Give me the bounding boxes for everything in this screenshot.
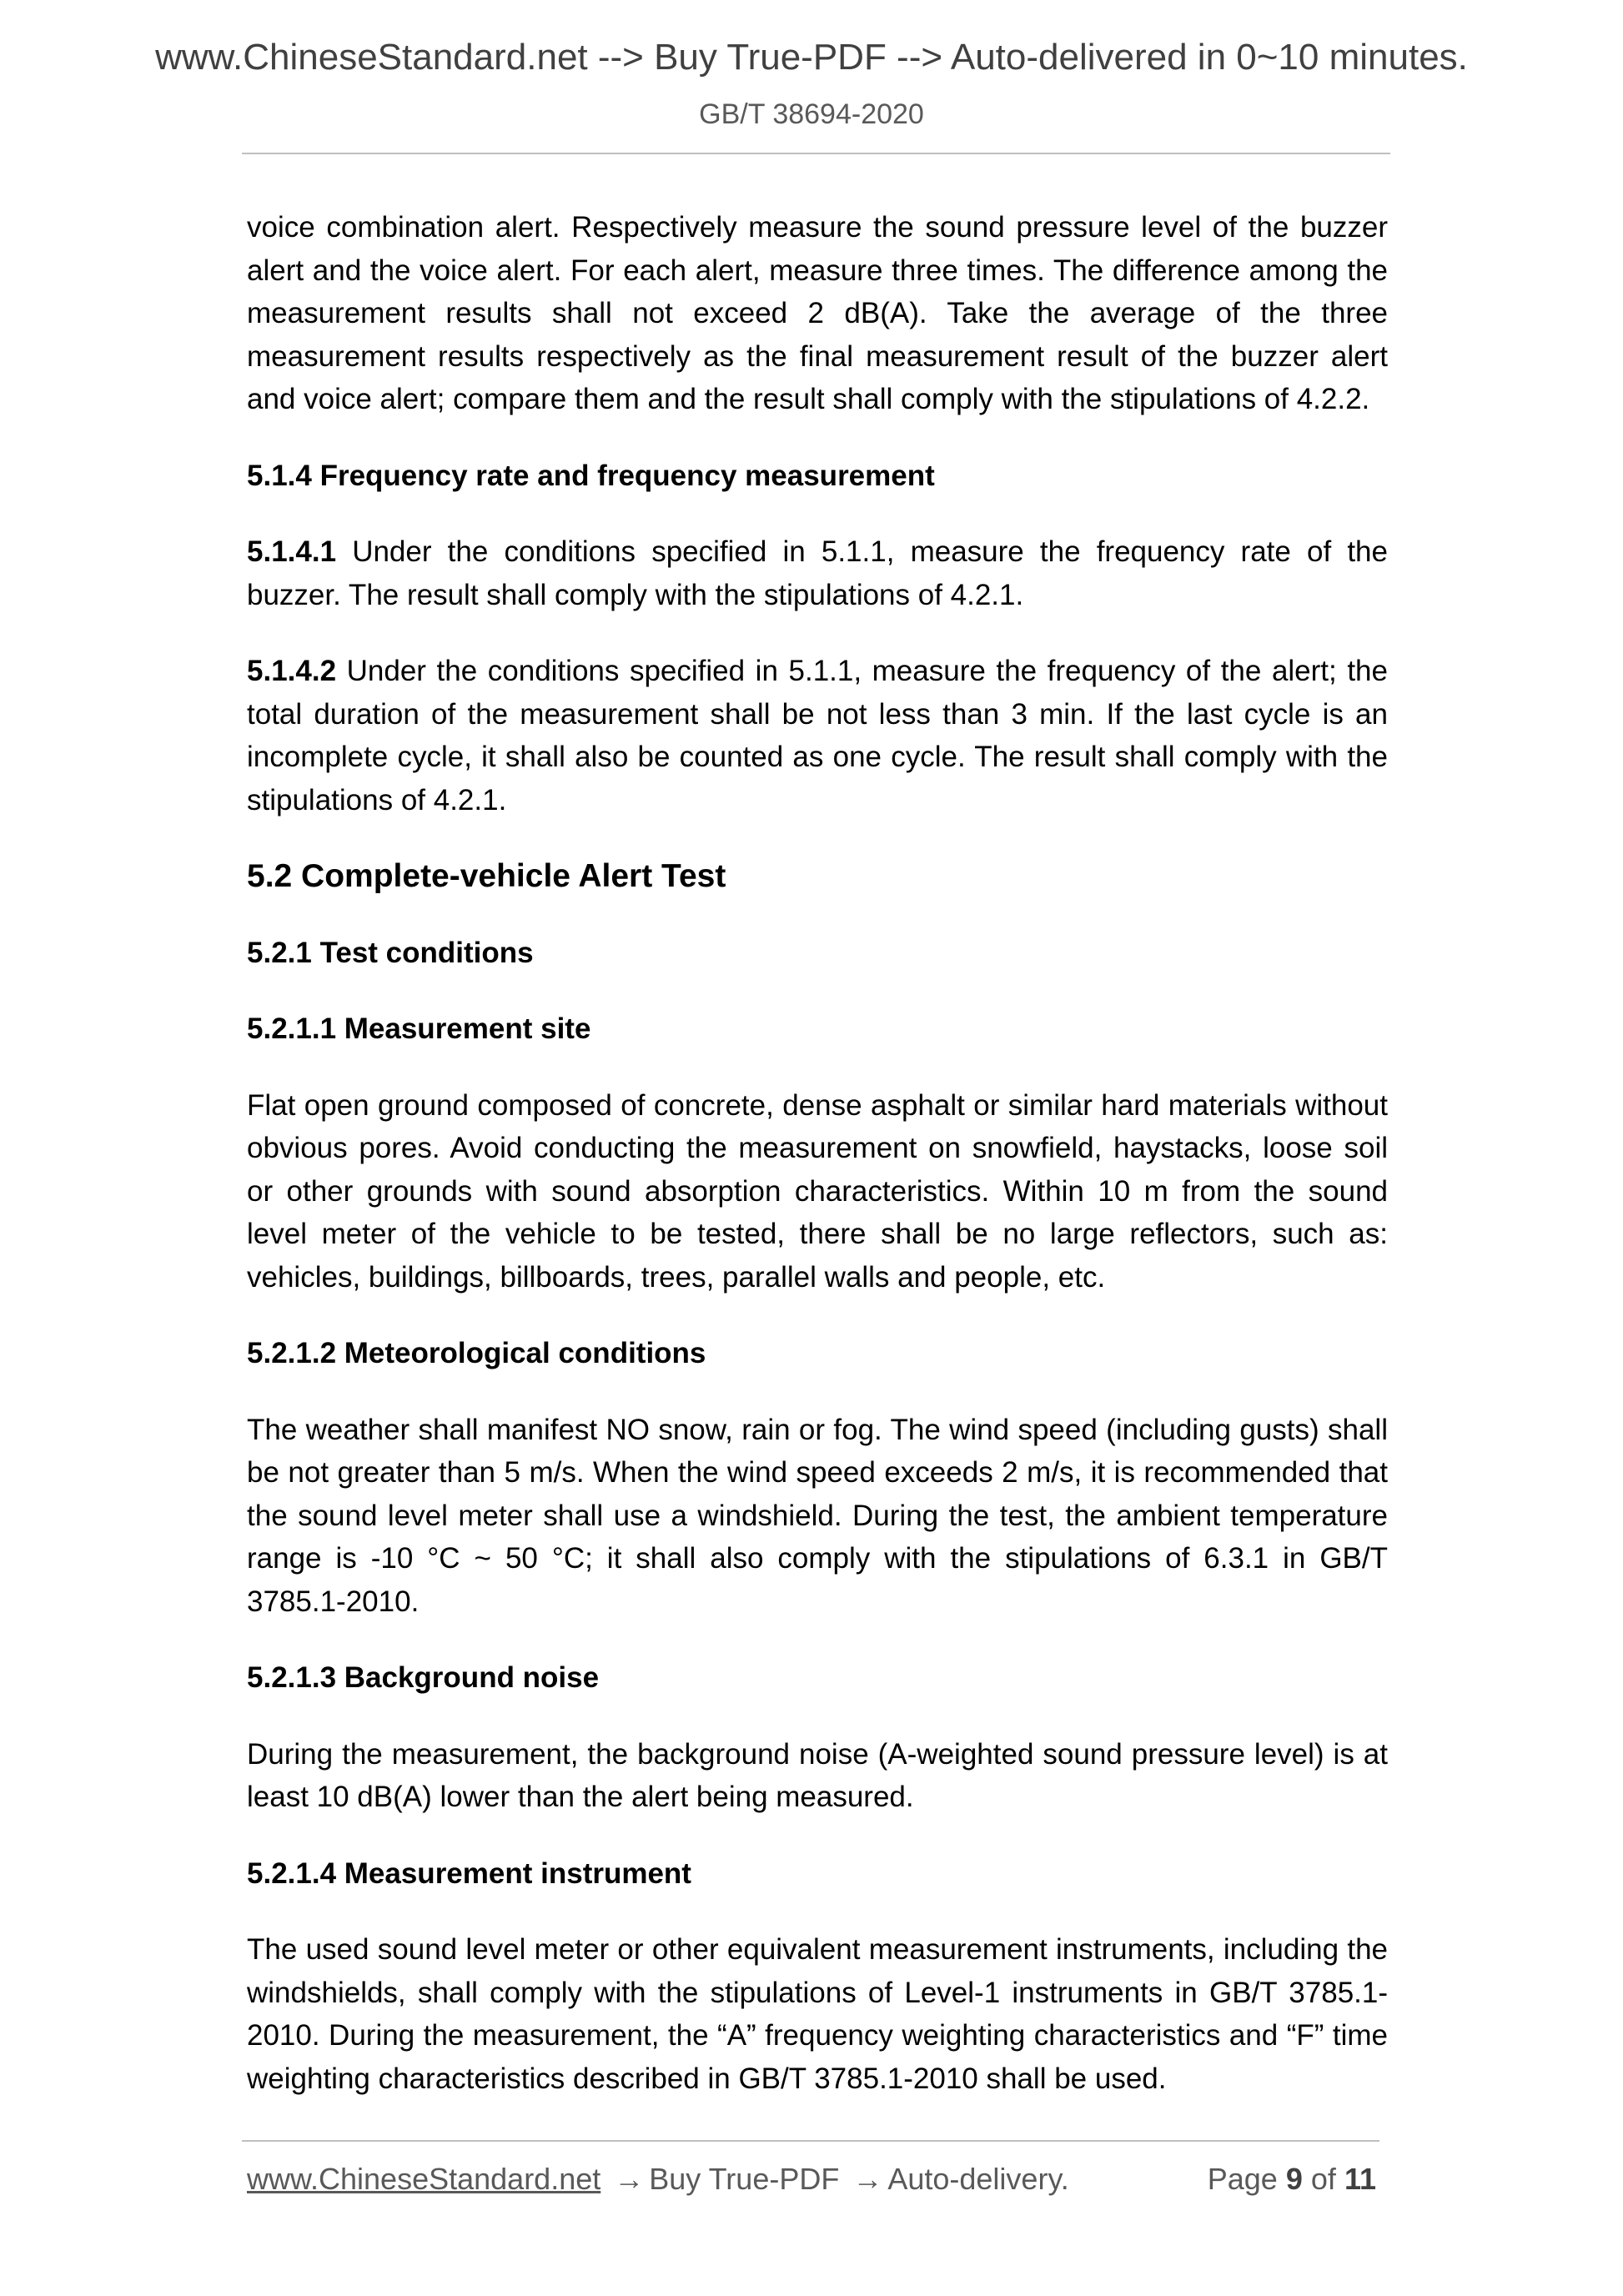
header-divider	[242, 153, 1390, 154]
heading-5-2-1-4: 5.2.1.4 Measurement instrument	[247, 1856, 691, 1890]
arrow-right-icon: →	[614, 2162, 645, 2196]
arrow-right-icon: →	[852, 2162, 883, 2196]
footer-auto-text: Auto-delivery.	[887, 2162, 1069, 2196]
heading-5-2-1: 5.2.1 Test conditions	[247, 936, 534, 969]
heading-5-1-4: 5.1.4 Frequency rate and frequency measurement	[247, 459, 935, 492]
paragraph-5-1-4-1	[247, 530, 1388, 616]
page-footer	[247, 2162, 1376, 2197]
clause-number-5-1-4-2: 5.1.4.2	[247, 655, 337, 687]
footer-divider	[242, 2140, 1379, 2142]
heading-5-2: 5.2 Complete-vehicle Alert Test	[247, 858, 726, 894]
page-current: 9	[1285, 2162, 1303, 2196]
paragraph-5-2-1-3: During the measurement, the background noise (A-weighted sound pressure level) is at least 10 dB(A) lower than the alert being measured.	[247, 1737, 1388, 1813]
heading-5-2-1-1: 5.2.1.1 Measurement site	[247, 1012, 591, 1045]
clause-text-5-1-4-2: Under the conditions specified in 5.1.1, measure the frequency of the alert; the total duration of the measurement shall be not less than 3 min. If the last cycle is an incomplete cycle, it shall also be counted as one cycle. The result shall comply with the stipulations of 4.2.1.	[247, 655, 1388, 816]
clause-number-5-1-4-1: 5.1.4.1	[247, 535, 337, 568]
paragraph-5-2-1-1: Flat open ground composed of concrete, dense asphalt or similar hard materials without obvious pores. Avoid conducting the measurement on snowfield, haystacks, loose soil or other grounds with sound absorption characteristics. Within 10 m from the sound level meter of the vehicle to be tested, there shall be no large reflectors, such as: vehicles, buildings, billboards, trees, parallel walls and people, etc.	[247, 1088, 1388, 1294]
banner-text[interactable]: www.ChineseStandard.net --> Buy True-PDF --> Auto-delivered in 0~10 minutes.	[155, 37, 1468, 78]
page-label: Page	[1207, 2162, 1278, 2196]
paragraph-5-2-1-4: The used sound level meter or other equivalent measurement instruments, including the windshields, shall comply with the stipulations of Level-1 instruments in GB/T 3785.1-2010. During the measurement, the “A” frequency weighting characteristics and “F” time weighting characteristics described in GB/T 3785.1-2010 shall be used.	[247, 1933, 1388, 2095]
heading-5-2-1-3: 5.2.1.3 Background noise	[247, 1661, 600, 1694]
page-indicator	[1208, 2162, 1376, 2197]
page-total: 11	[1344, 2162, 1376, 2196]
document-number: GB/T 38694-2020	[699, 98, 924, 130]
paragraph-5-1-4-2	[247, 650, 1388, 821]
heading-5-2-1-2: 5.2.1.2 Meteorological conditions	[247, 1337, 706, 1369]
page-content	[247, 206, 1388, 2133]
paragraph-5-2-1-2: The weather shall manifest NO snow, rain or fog. The wind speed (including gusts) shall be not greater than 5 m/s. When the wind speed exceeds 2 m/s, it is recommended that the sound level meter shall use a windshield. During the test, the ambient temperature range is -10 °C ~ 50 °C; it shall also comply with the stipulations of 6.3.1 in GB/T 3785.1-2010.	[247, 1413, 1388, 1618]
intro-paragraph: voice combination alert. Respectively measure the sound pressure level of the buzzer alert and the voice alert. For each alert, measure three times. The difference among the measurement results shall not exceed 2 dB(A). Take the average of the three measurement results respectively as the final measurement result of the buzzer alert and voice alert; compare them and the result shall comply with the stipulations of 4.2.2.	[247, 211, 1388, 415]
footer-site-link[interactable]: www.ChineseStandard.net	[247, 2162, 601, 2196]
of-label: of	[1310, 2162, 1336, 2196]
footer-buy-text: Buy True-PDF	[649, 2162, 840, 2196]
clause-text-5-1-4-1: Under the conditions specified in 5.1.1, measure the frequency rate of the buzzer. The result shall comply with the stipulations of 4.2.1.	[247, 535, 1388, 611]
